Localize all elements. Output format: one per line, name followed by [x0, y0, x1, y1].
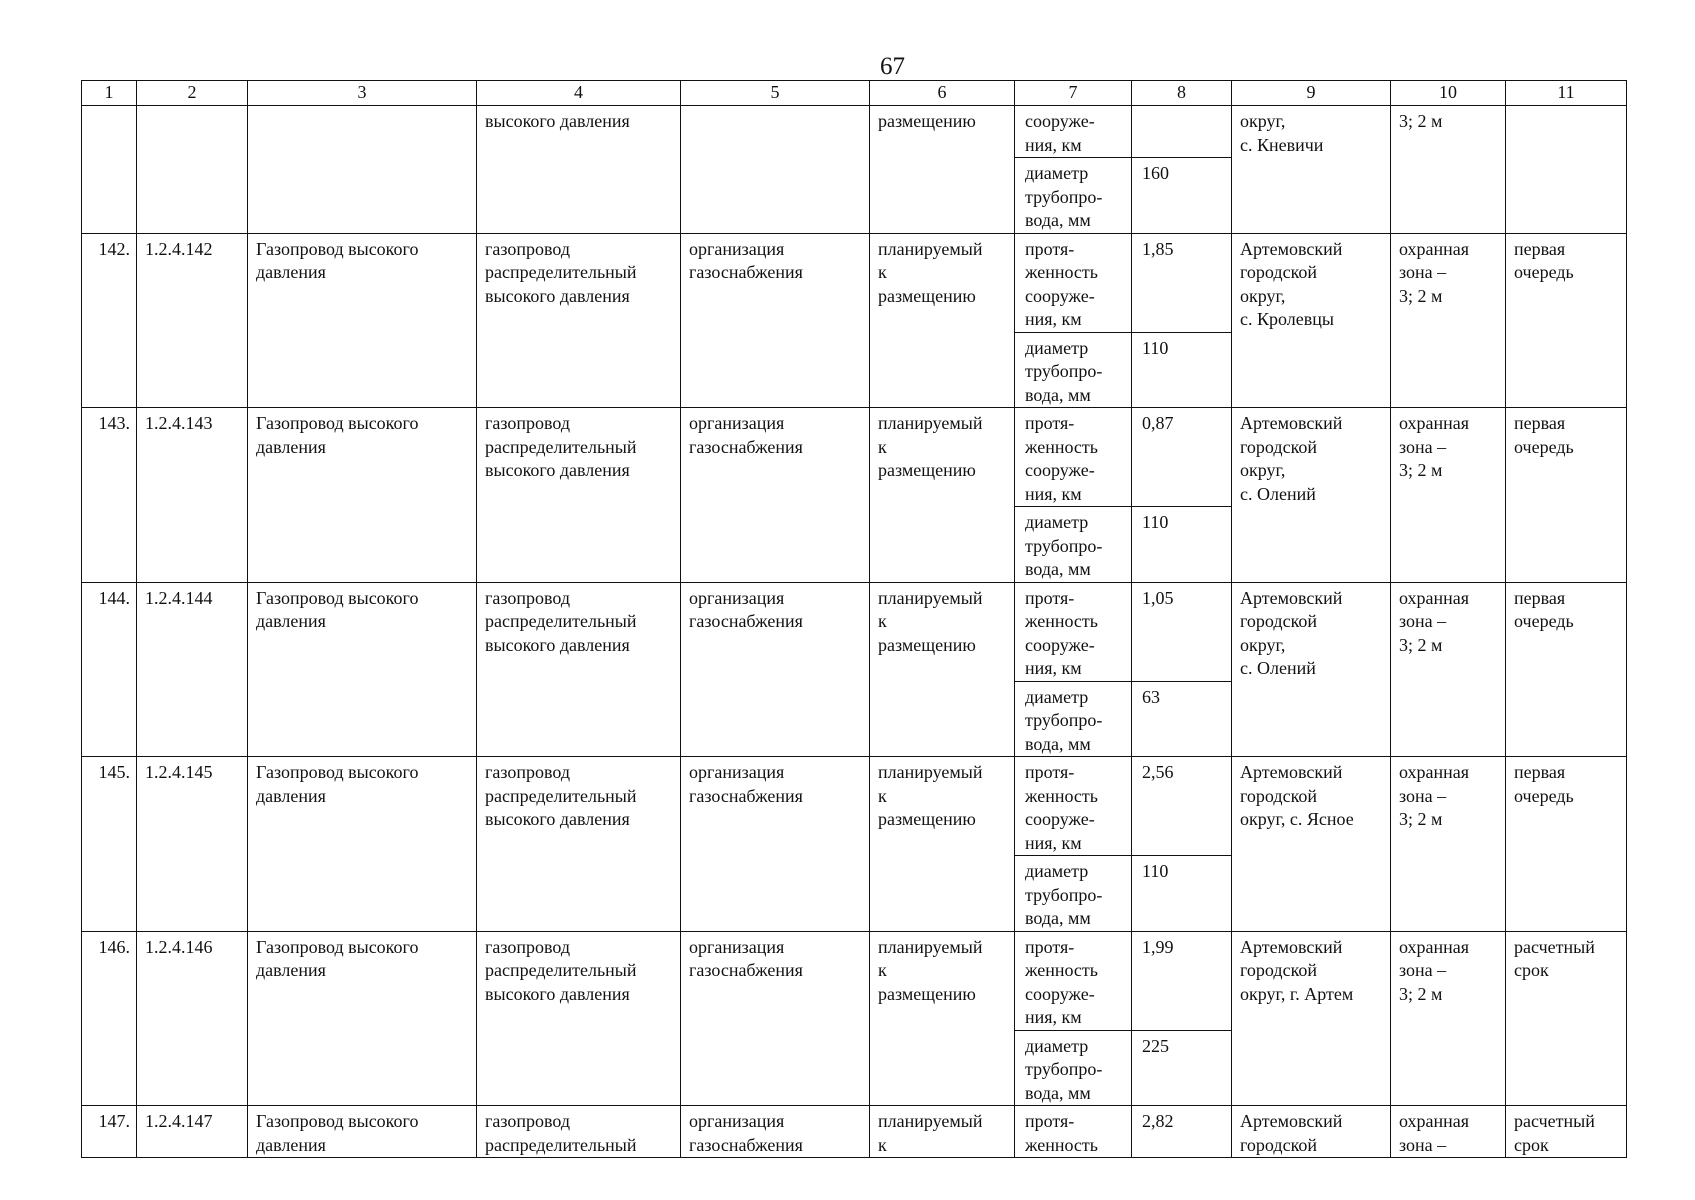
cell-diameter-value: 225	[1132, 1030, 1232, 1106]
cell-num: 145.	[82, 757, 137, 932]
table-row	[82, 931, 1627, 1030]
cell-diameter-value: 110	[1132, 856, 1232, 932]
cell-param-length: протя- женность сооруже- ния, км	[1015, 233, 1132, 332]
cell-type: высокого давления	[477, 106, 681, 234]
gas-pipeline-table	[81, 80, 1627, 1158]
cell-code	[137, 106, 248, 234]
cell-name: Газопровод высокого давления	[248, 233, 477, 408]
cell-type: газопровод распределительный высокого давления	[477, 233, 681, 408]
cell-org: организация газоснабжения	[681, 233, 870, 408]
cell-term: расчетный срок	[1506, 931, 1627, 1106]
cell-param-diameter: диаметр трубопро- вода, мм	[1015, 681, 1132, 757]
cell-org: организация газоснабжения	[681, 931, 870, 1106]
table-row	[82, 408, 1627, 507]
cell-name: Газопровод высокого давления	[248, 757, 477, 932]
cell-length-value: 0,87	[1132, 408, 1232, 507]
cell-org	[681, 106, 870, 234]
cell-num: 146.	[82, 931, 137, 1106]
cell-org: организация газоснабжения	[681, 408, 870, 583]
cell-num: 144.	[82, 582, 137, 757]
cell-zone: охранная зона – 3; 2 м	[1391, 931, 1506, 1106]
cell-status: планируемый к размещению	[870, 408, 1015, 583]
cell-diameter-value: 160	[1132, 158, 1232, 234]
cell-location: Артемовский городской	[1232, 1106, 1391, 1158]
cell-zone: охранная зона – 3; 2 м	[1391, 757, 1506, 932]
col-header-5: 5	[681, 81, 870, 106]
cell-length-value: 1,85	[1132, 233, 1232, 332]
cell-status: планируемый к размещению	[870, 582, 1015, 757]
cell-org: организация газоснабжения	[681, 1106, 870, 1158]
col-header-9: 9	[1232, 81, 1391, 106]
cell-param-length: протя- женность сооруже- ния, км	[1015, 408, 1132, 507]
cell-diameter-value: 110	[1132, 507, 1232, 583]
cell-term: первая очередь	[1506, 757, 1627, 932]
cell-type: газопровод распределительный высокого давления	[477, 757, 681, 932]
cell-term	[1506, 106, 1627, 234]
cell-type: газопровод распределительный	[477, 1106, 681, 1158]
cell-num: 143.	[82, 408, 137, 583]
cell-num: 142.	[82, 233, 137, 408]
table-row	[82, 582, 1627, 681]
cell-location: Артемовский городской округ, с. Ясное	[1232, 757, 1391, 932]
cell-code: 1.2.4.144	[137, 582, 248, 757]
cell-location: Артемовский городской округ, г. Артем	[1232, 931, 1391, 1106]
cell-code: 1.2.4.142	[137, 233, 248, 408]
cell-param-diameter: диаметр трубопро- вода, мм	[1015, 332, 1132, 408]
header-row	[82, 81, 1627, 106]
cell-term: первая очередь	[1506, 582, 1627, 757]
cell-num: 147.	[82, 1106, 137, 1158]
cell-term: первая очередь	[1506, 408, 1627, 583]
cell-zone: охранная зона – 3; 2 м	[1391, 408, 1506, 583]
table-row	[82, 757, 1627, 856]
cell-zone: охранная зона – 3; 2 м	[1391, 233, 1506, 408]
cell-location: Артемовский городской округ, с. Кролевцы	[1232, 233, 1391, 408]
cell-zone: охранная зона – 3; 2 м	[1391, 582, 1506, 757]
cell-length-value: 1,05	[1132, 582, 1232, 681]
cell-param-diameter: диаметр трубопро- вода, мм	[1015, 856, 1132, 932]
col-header-7: 7	[1015, 81, 1132, 106]
col-header-8: 8	[1132, 81, 1232, 106]
table-row-continuation	[82, 106, 1627, 158]
cell-name: Газопровод высокого давления	[248, 408, 477, 583]
cell-name	[248, 106, 477, 234]
cell-param-diameter: диаметр трубопро- вода, мм	[1015, 1030, 1132, 1106]
cell-location: Артемовский городской округ, с. Олений	[1232, 582, 1391, 757]
col-header-10: 10	[1391, 81, 1506, 106]
cell-name: Газопровод высокого давления	[248, 582, 477, 757]
cell-length-value: 2,82	[1132, 1106, 1232, 1158]
col-header-6: 6	[870, 81, 1015, 106]
cell-param-length: протя- женность сооруже- ния, км	[1015, 931, 1132, 1030]
cell-location: Артемовский городской округ, с. Олений	[1232, 408, 1391, 583]
cell-org: организация газоснабжения	[681, 582, 870, 757]
cell-location: округ, с. Кневичи	[1232, 106, 1391, 234]
cell-diameter-value: 110	[1132, 332, 1232, 408]
cell-code: 1.2.4.145	[137, 757, 248, 932]
col-header-3: 3	[248, 81, 477, 106]
cell-term: первая очередь	[1506, 233, 1627, 408]
cell-status: размещению	[870, 106, 1015, 234]
cell-param-length: протя- женность	[1015, 1106, 1132, 1158]
cell-code: 1.2.4.147	[137, 1106, 248, 1158]
cell-term: расчетный срок	[1506, 1106, 1627, 1158]
cell-zone: 3; 2 м	[1391, 106, 1506, 234]
cell-param-diameter: диаметр трубопро- вода, мм	[1015, 507, 1132, 583]
cell-status: планируемый к размещению	[870, 757, 1015, 932]
cell-param-diameter: диаметр трубопро- вода, мм	[1015, 158, 1132, 234]
col-header-2: 2	[137, 81, 248, 106]
cell-param-length: сооруже- ния, км	[1015, 106, 1132, 158]
cell-diameter-value: 63	[1132, 681, 1232, 757]
cell-status: планируемый к размещению	[870, 233, 1015, 408]
cell-type: газопровод распределительный высокого давления	[477, 582, 681, 757]
table-row	[82, 233, 1627, 332]
cell-length-value: 2,56	[1132, 757, 1232, 856]
cell-org: организация газоснабжения	[681, 757, 870, 932]
cell-param-length: протя- женность сооруже- ния, км	[1015, 757, 1132, 856]
cell-type: газопровод распределительный высокого давления	[477, 931, 681, 1106]
cell-type: газопровод распределительный высокого давления	[477, 408, 681, 583]
table-row	[82, 1106, 1627, 1158]
cell-length-value: 1,99	[1132, 931, 1232, 1030]
cell-code: 1.2.4.143	[137, 408, 248, 583]
col-header-4: 4	[477, 81, 681, 106]
cell-name: Газопровод высокого давления	[248, 1106, 477, 1158]
cell-num	[82, 106, 137, 234]
cell-length-value	[1132, 106, 1232, 158]
col-header-11: 11	[1506, 81, 1627, 106]
cell-param-length: протя- женность сооруже- ния, км	[1015, 582, 1132, 681]
cell-code: 1.2.4.146	[137, 931, 248, 1106]
cell-name: Газопровод высокого давления	[248, 931, 477, 1106]
cell-status: планируемый к	[870, 1106, 1015, 1158]
page-number: 67	[880, 53, 905, 80]
col-header-1: 1	[82, 81, 137, 106]
cell-zone: охранная зона –	[1391, 1106, 1506, 1158]
cell-status: планируемый к размещению	[870, 931, 1015, 1106]
